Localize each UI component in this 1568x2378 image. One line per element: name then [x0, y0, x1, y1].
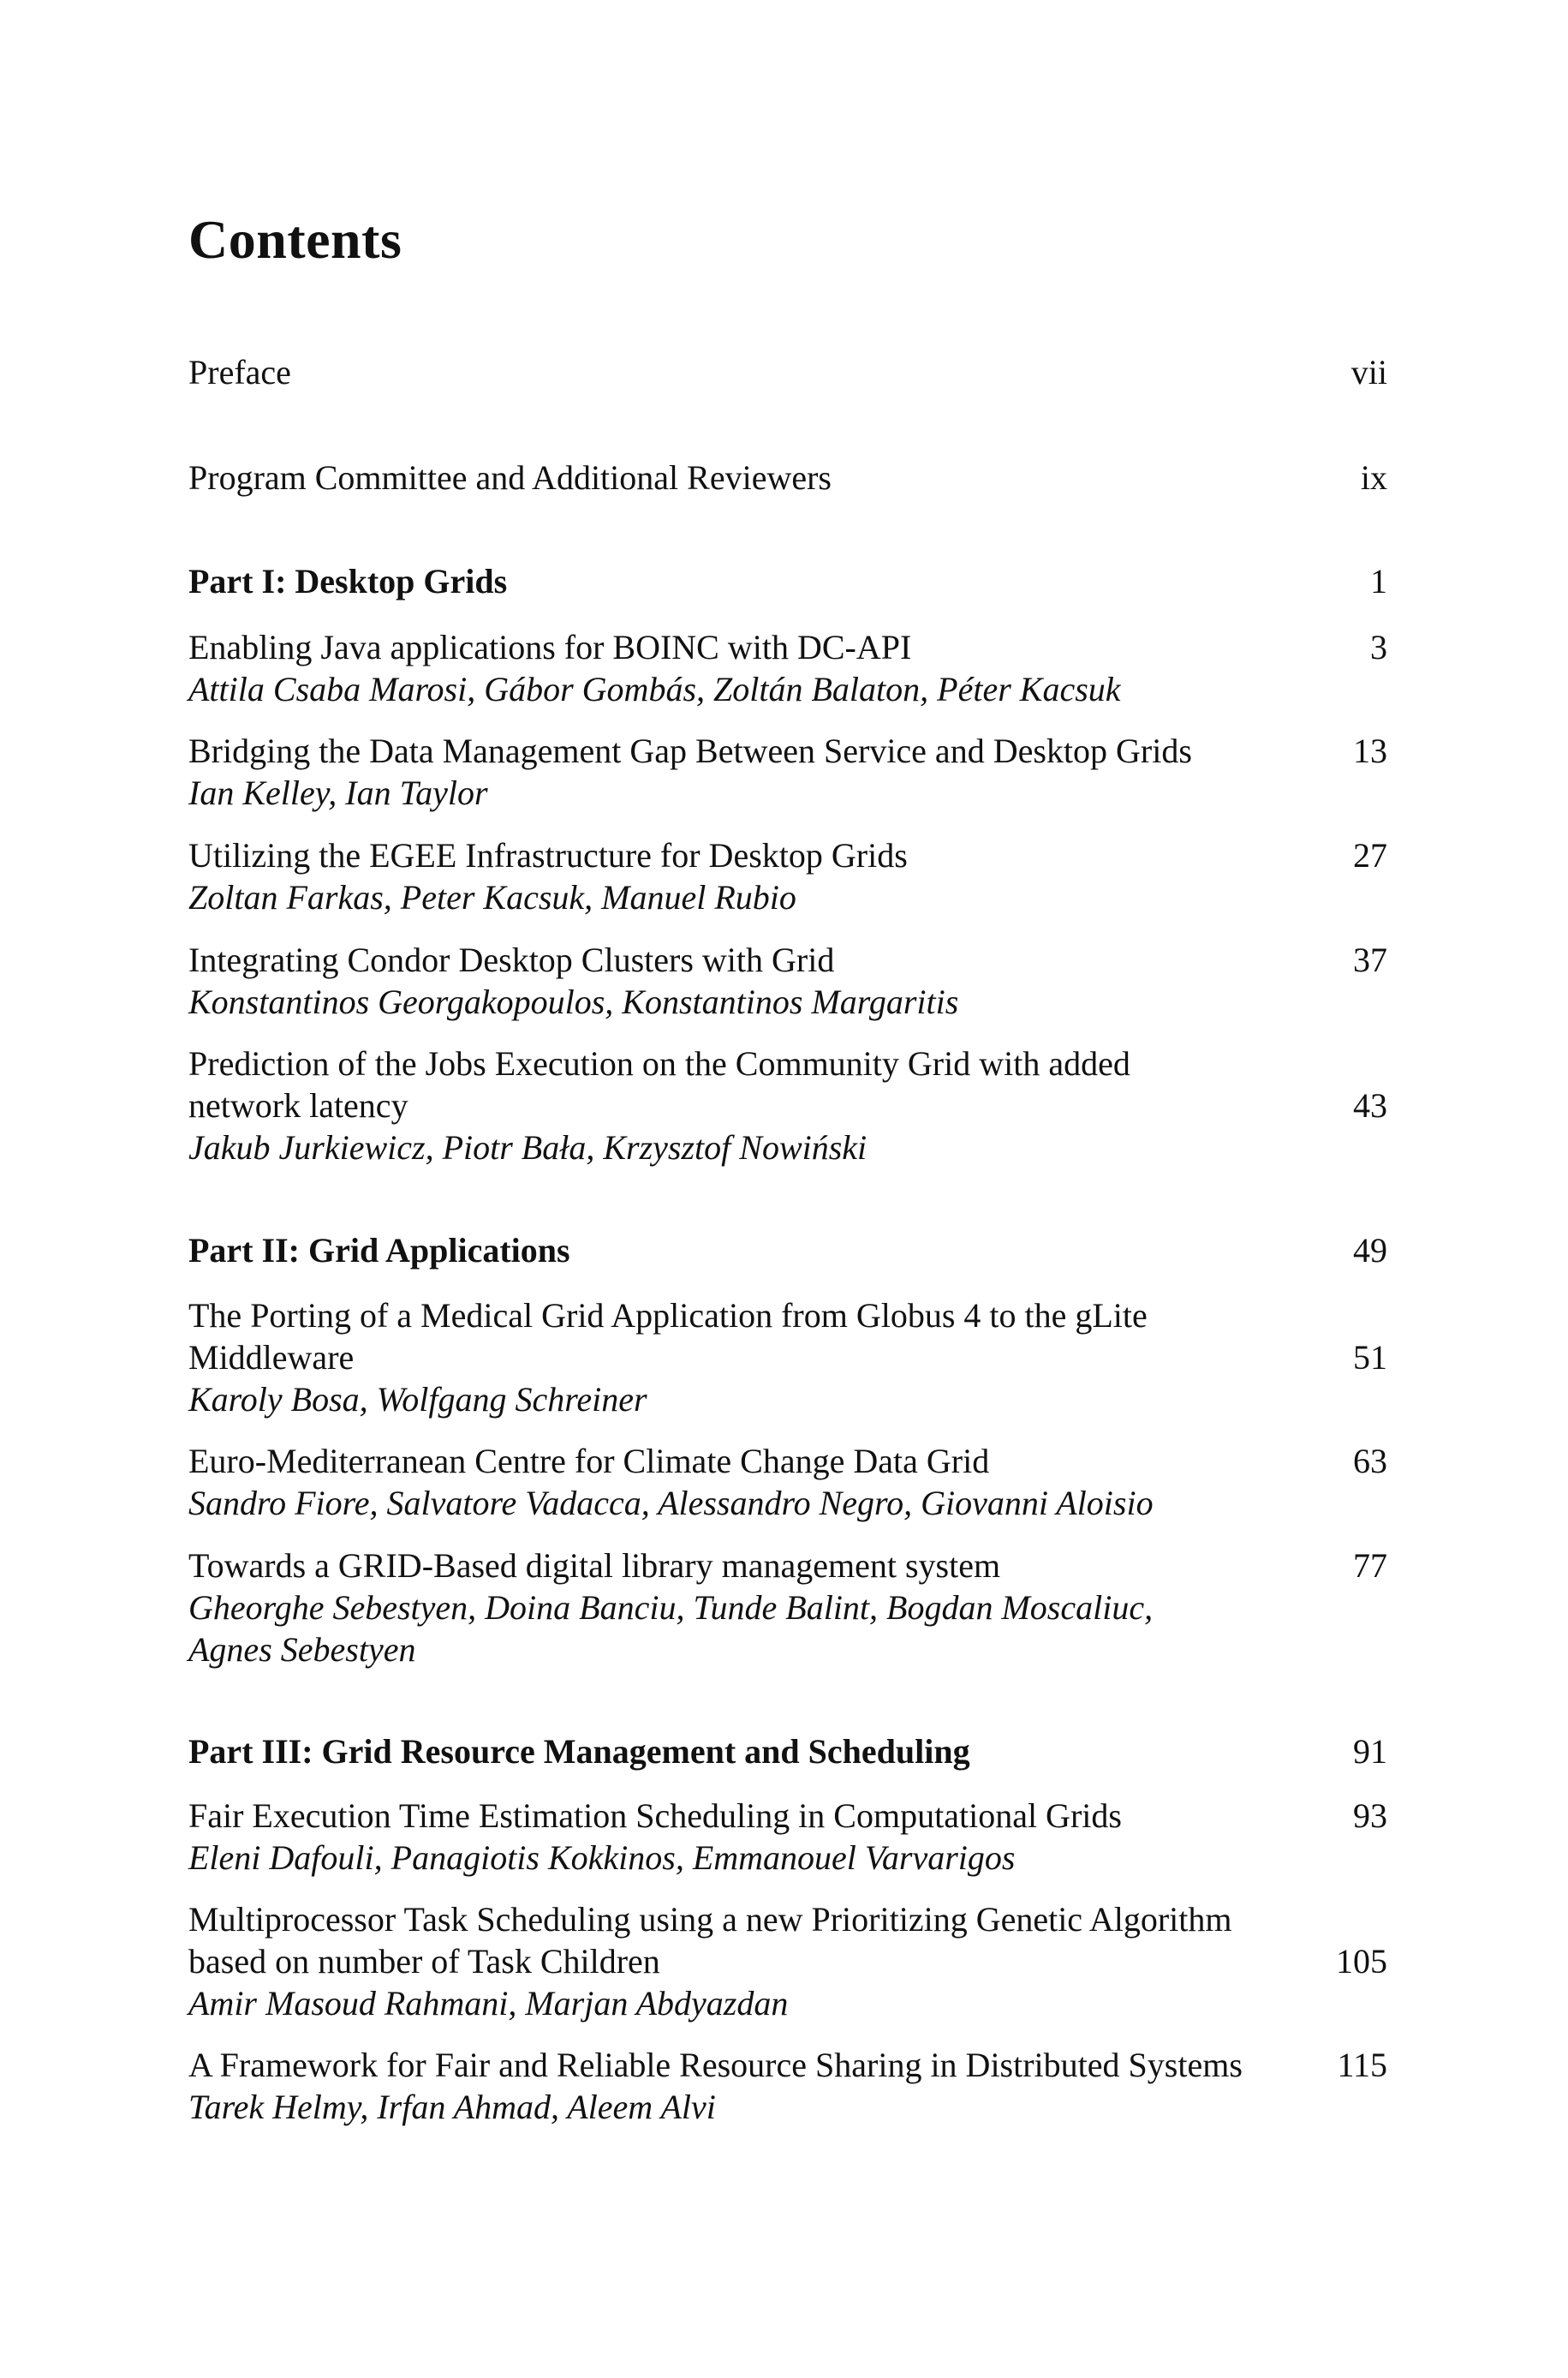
- entry-title: Bridging the Data Management Gap Between Service and Desktop Grids: [188, 732, 1192, 770]
- entry-page-number: 51: [1353, 1338, 1387, 1377]
- entry-title: Middleware: [188, 1338, 355, 1377]
- entry-title: network latency: [188, 1086, 408, 1125]
- toc-entry[interactable]: [188, 2044, 1387, 2128]
- entry-authors: Karoly Bosa, Wolfgang Schreiner: [188, 1380, 647, 1419]
- entry-title: Integrating Condor Desktop Clusters with Grid: [188, 941, 835, 979]
- entry-authors: Agnes Sebestyen: [188, 1630, 416, 1669]
- part-heading-part-ii[interactable]: [188, 1229, 1387, 1271]
- part-title: Part III: Grid Resource Management and Scheduling: [188, 1732, 970, 1771]
- part-title: Part I: Desktop Grids: [188, 562, 508, 600]
- entry-page-number: 93: [1353, 1796, 1387, 1835]
- entry-authors: Amir Masoud Rahmani, Marjan Abdyazdan: [188, 1984, 789, 2022]
- entry-page-number: 115: [1337, 2046, 1387, 2084]
- entry-page-number: 63: [1353, 1442, 1387, 1480]
- toc-entry-preface[interactable]: [188, 351, 1387, 393]
- entry-title: based on number of Task Children: [188, 1942, 660, 1981]
- entry-page-number: 13: [1353, 732, 1387, 770]
- entry-authors: Sandro Fiore, Salvatore Vadacca, Alessandro Negro, Giovanni Aloisio: [188, 1484, 1154, 1522]
- entry-page-number: 27: [1353, 836, 1387, 875]
- entry-title: Program Committee and Additional Reviewers: [188, 458, 832, 497]
- entry-title: Utilizing the EGEE Infrastructure for Desktop Grids: [188, 836, 908, 875]
- entry-authors: Gheorghe Sebestyen, Doina Banciu, Tunde Balint, Bogdan Moscaliuc,: [188, 1588, 1154, 1627]
- entry-title: Towards a GRID-Based digital library management system: [188, 1546, 1001, 1585]
- entry-authors: Zoltan Farkas, Peter Kacsuk, Manuel Rubio: [188, 878, 796, 917]
- toc-entry[interactable]: [188, 939, 1387, 1023]
- entry-authors: Ian Kelley, Ian Taylor: [188, 774, 488, 812]
- entry-authors: Attila Csaba Marosi, Gábor Gombás, Zoltán Balaton, Péter Kacsuk: [188, 670, 1121, 708]
- entry-title: Fair Execution Time Estimation Scheduling in Computational Grids: [188, 1796, 1122, 1835]
- toc-entry[interactable]: [188, 1545, 1387, 1670]
- entry-page-number: 37: [1353, 941, 1387, 979]
- entry-title: Preface: [188, 353, 291, 391]
- page-title: Contents: [188, 209, 402, 270]
- entry-page-number: ix: [1360, 458, 1387, 497]
- toc-entry[interactable]: [188, 1440, 1387, 1524]
- toc-entry[interactable]: [188, 1043, 1387, 1168]
- part-page-number: 1: [1370, 562, 1387, 600]
- entry-page-number: vii: [1350, 353, 1387, 391]
- toc-entry[interactable]: [188, 1795, 1387, 1879]
- entry-page-number: 43: [1353, 1086, 1387, 1125]
- toc-entry[interactable]: [188, 1294, 1387, 1420]
- entry-authors: Eleni Dafouli, Panagiotis Kokkinos, Emmanouel Varvarigos: [188, 1838, 1016, 1877]
- toc-entry-program-committee[interactable]: [188, 457, 1387, 499]
- entry-page-number: 77: [1353, 1546, 1387, 1585]
- entry-title: Enabling Java applications for BOINC with DC-API: [188, 628, 912, 666]
- toc-entry[interactable]: [188, 626, 1387, 710]
- part-heading-part-i[interactable]: [188, 560, 1387, 602]
- entry-authors: Konstantinos Georgakopoulos, Konstantinos Margaritis: [188, 983, 959, 1021]
- part-page-number: 49: [1353, 1231, 1387, 1270]
- toc-entry[interactable]: [188, 834, 1387, 918]
- part-heading-part-iii[interactable]: [188, 1730, 1387, 1772]
- contents-page: [188, 0, 1387, 2378]
- toc-entry[interactable]: [188, 1898, 1387, 2024]
- entry-title: Prediction of the Jobs Execution on the Community Grid with added: [188, 1044, 1130, 1083]
- entry-page-number: 105: [1336, 1942, 1387, 1981]
- entry-page-number: 3: [1370, 628, 1387, 666]
- part-title: Part II: Grid Applications: [188, 1231, 570, 1270]
- part-page-number: 91: [1353, 1732, 1387, 1771]
- entry-authors: Jakub Jurkiewicz, Piotr Bała, Krzysztof Nowiński: [188, 1128, 867, 1167]
- entry-authors: Tarek Helmy, Irfan Ahmad, Aleem Alvi: [188, 2088, 716, 2126]
- entry-title: A Framework for Fair and Reliable Resource Sharing in Distributed Systems: [188, 2046, 1243, 2084]
- entry-title: Euro-Mediterranean Centre for Climate Change Data Grid: [188, 1442, 990, 1480]
- entry-title: Multiprocessor Task Scheduling using a new Prioritizing Genetic Algorithm: [188, 1900, 1232, 1939]
- entry-title: The Porting of a Medical Grid Application from Globus 4 to the gLite: [188, 1296, 1148, 1335]
- toc-entry[interactable]: [188, 730, 1387, 814]
